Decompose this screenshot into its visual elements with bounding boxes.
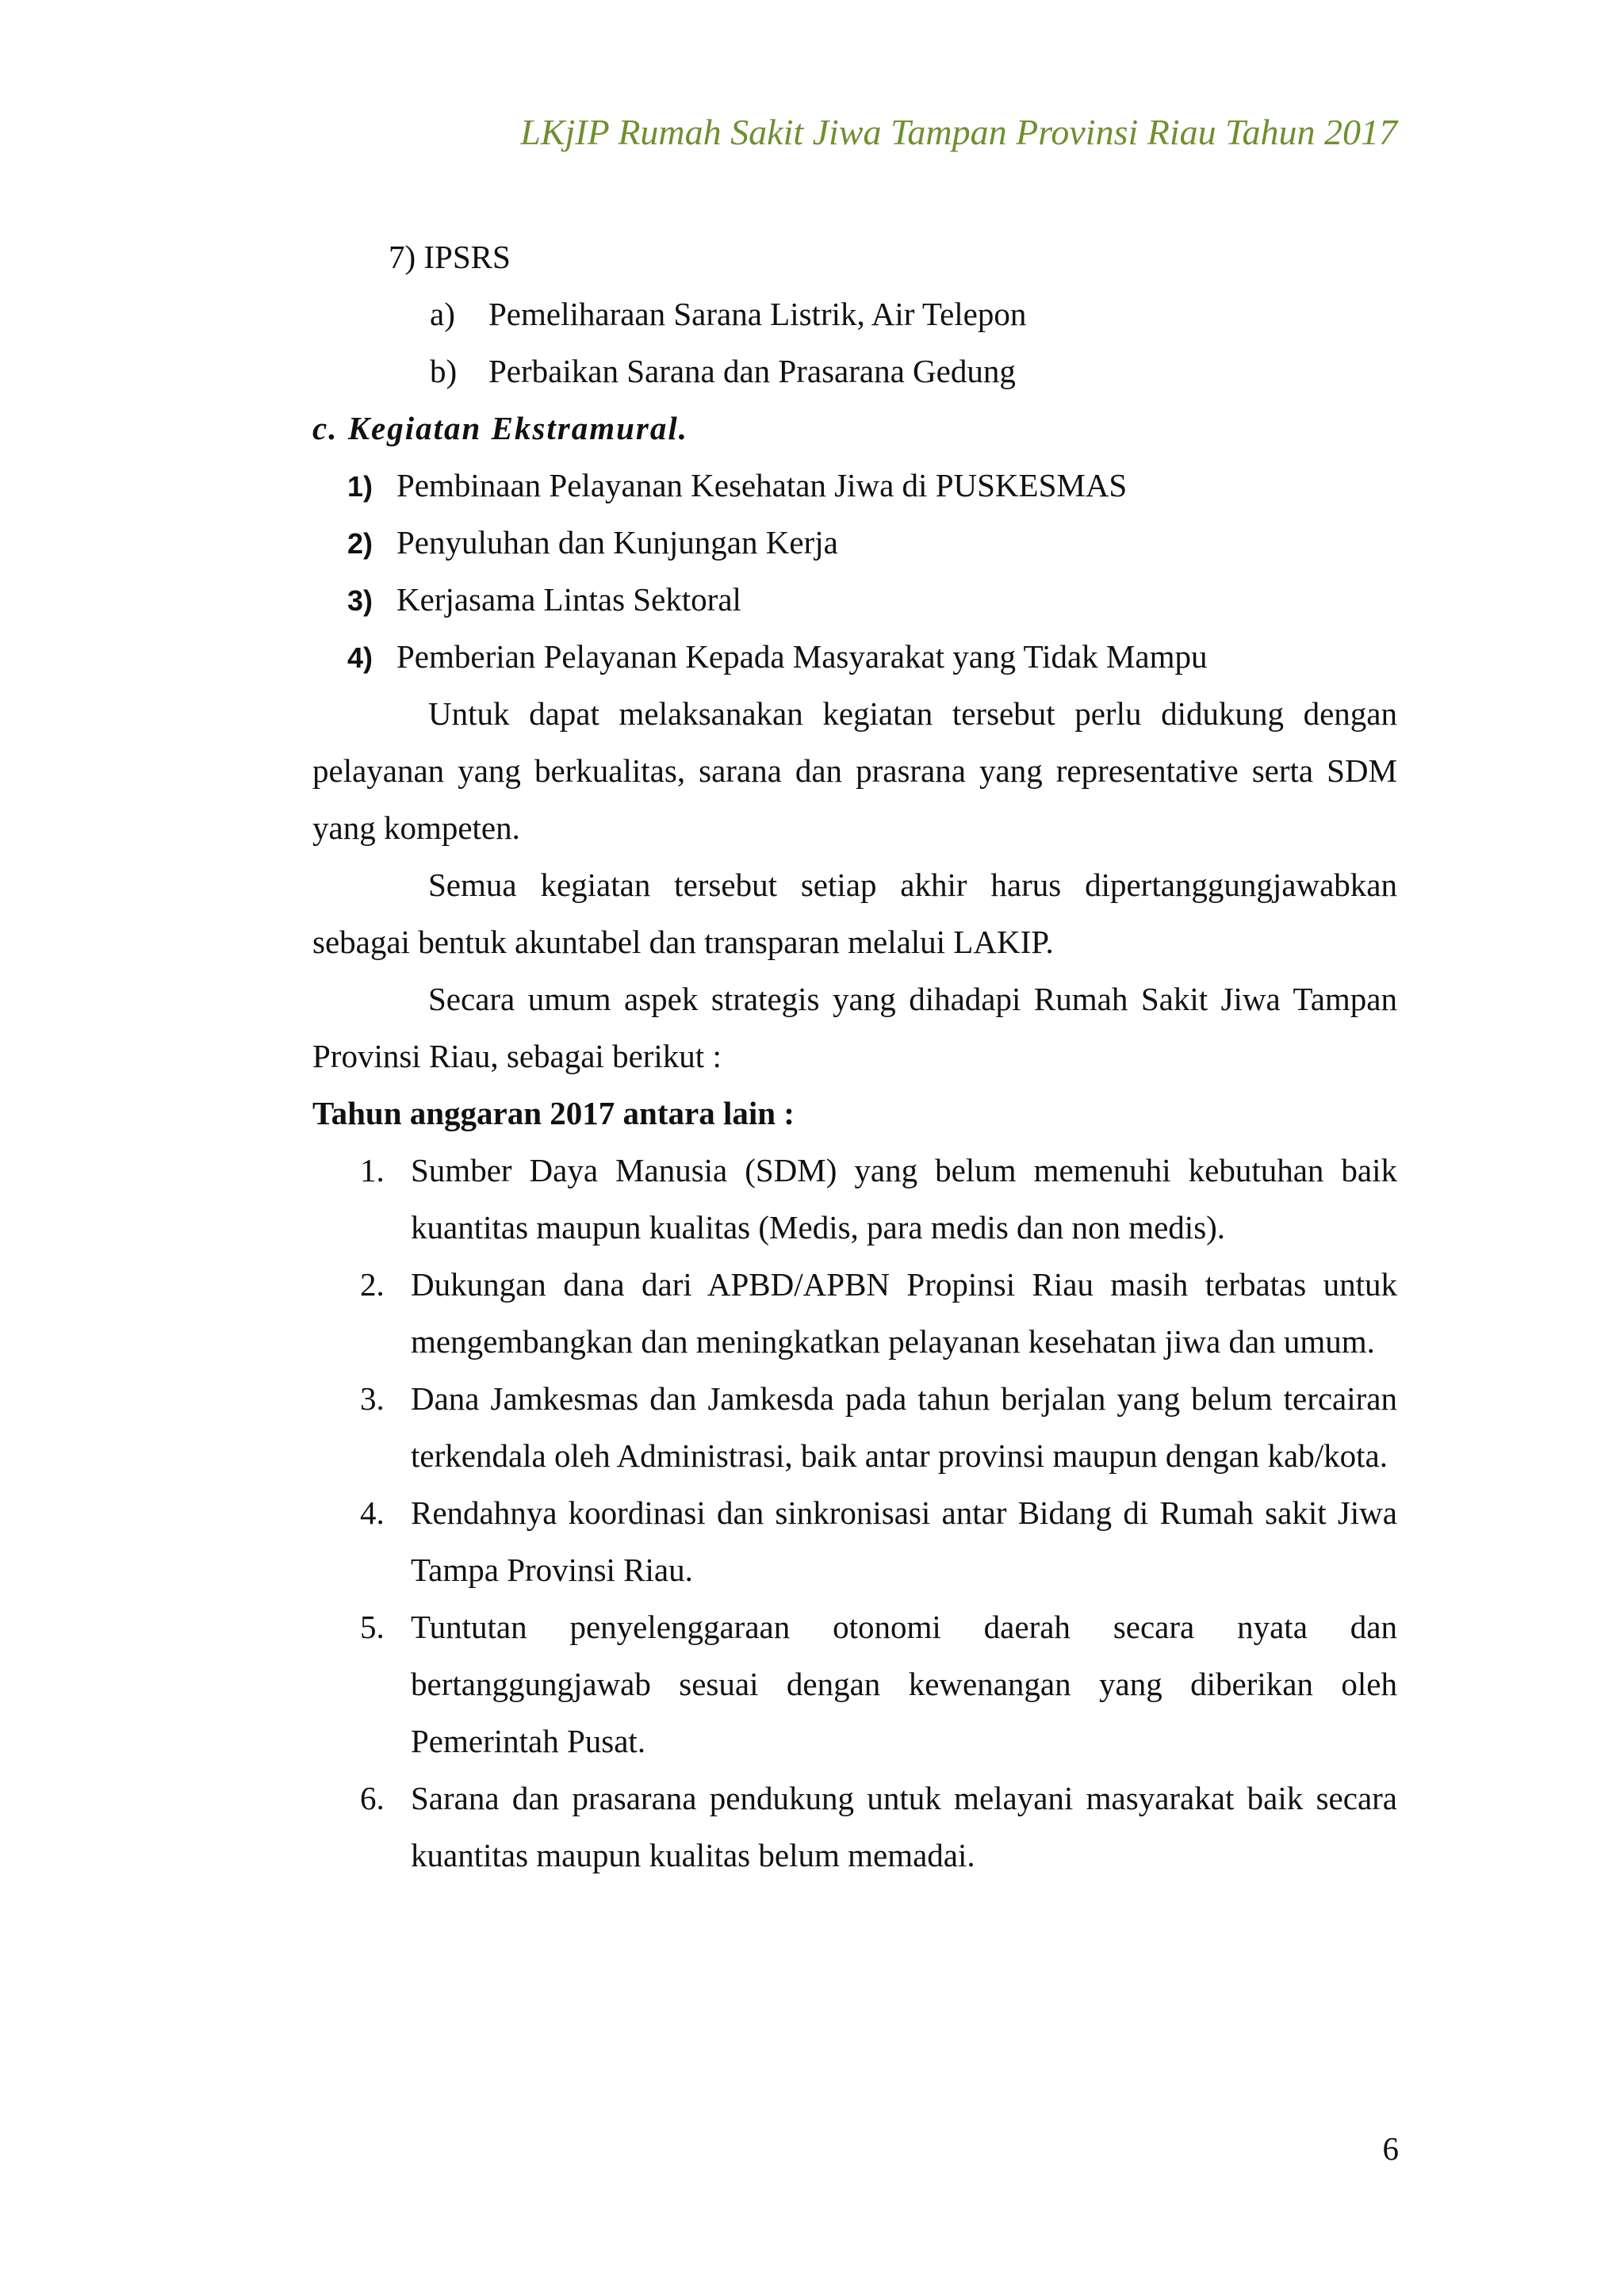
list-item [312,1370,1397,1484]
list-item [312,1484,1397,1598]
ekstramural-item [312,571,1397,628]
list-item [312,1598,1397,1770]
ekstramural-item-label: 1) [347,470,373,503]
ekstramural-item [312,628,1397,685]
list-item-text: Dukungan dana dari APBD/APBN Propinsi Riau masih terbatas untuk mengembangkan dan meningkatkan pelayanan kesehatan jiwa dan umum. [411,1266,1397,1360]
paragraph: Semua kegiatan tersebut setiap akhir harus dipertanggungjawabkan sebagai bentuk akuntabel dan transparan melalui LAKIP. [312,867,1397,960]
list-item-text: Dana Jamkesmas dan Jamkesda pada tahun berjalan yang belum tercairan terkendala oleh Administrasi, baik antar provinsi maupun dengan kab/kota. [411,1380,1397,1474]
paragraph: Secara umum aspek strategis yang dihadapi Rumah Sakit Jiwa Tampan Provinsi Riau, sebagai berikut : [312,981,1397,1074]
ekstramural-item [312,457,1397,514]
ekstramural-item-label: 3) [347,584,373,617]
list-item-text: Sumber Daya Manusia (SDM) yang belum memenuhi kebutuhan baik kuantitas maupun kualitas (Medis, para medis dan non medis). [411,1152,1397,1246]
ipsrs-item-label: a) [430,296,455,332]
paragraph: Untuk dapat melaksanakan kegiatan tersebut perlu didukung dengan pelayanan yang berkualitas, sarana dan prasrana yang representative serta SDM yang kompeten. [312,695,1397,846]
ekstramural-item-text: Pemberian Pelayanan Kepada Masyarakat yang Tidak Mampu [396,638,1208,675]
ipsrs-item-text: Pemeliharaan Sarana Listrik, Air Telepon [488,296,1027,332]
tahun-anggaran-heading: Tahun anggaran 2017 antara lain : [312,1095,795,1131]
list-item [312,1770,1397,1884]
list-item-text: Sarana dan prasarana pendukung untuk melayani masyarakat baik secara kuantitas maupun kualitas belum memadai. [411,1780,1397,1873]
ipsrs-item-label: b) [430,353,458,389]
section-c-heading: c. Kegiatan Ekstramural. [312,410,689,446]
ekstramural-item-label: 2) [347,527,373,560]
page-body [312,228,1397,1884]
list-item-text: Tuntutan penyelenggaraan otonomi daerah secara nyata dan bertanggungjawab sesuai dengan kewenangan yang diberikan oleh Pemerintah Pusat. [411,1609,1397,1759]
list-item-number: 6. [360,1780,385,1816]
ipsrs-item [312,342,1397,400]
ekstramural-item-text: Penyuluhan dan Kunjungan Kerja [396,524,838,561]
list-item [312,1256,1397,1370]
list-item-number: 3. [360,1380,385,1417]
ekstramural-item-label: 4) [347,641,373,674]
strategic-aspects-list [312,1142,1397,1884]
page-number: 6 [1382,2130,1399,2167]
running-header: LKjIP Rumah Sakit Jiwa Tampan Provinsi Riau Tahun 2017 [520,112,1397,152]
list-item-text: Rendahnya koordinasi dan sinkronisasi antar Bidang di Rumah sakit Jiwa Tampa Provinsi Riau. [411,1494,1397,1588]
list-item [312,1142,1397,1256]
ekstramural-item [312,514,1397,571]
list-item-number: 4. [360,1494,385,1531]
ipsrs-item-text: Perbaikan Sarana dan Prasarana Gedung [488,353,1016,389]
list-item-number: 2. [360,1266,385,1303]
list-item-number: 1. [360,1152,385,1188]
ipsrs-heading: 7) IPSRS [389,239,511,275]
list-item-number: 5. [360,1609,385,1645]
ekstramural-item-text: Kerjasama Lintas Sektoral [396,581,741,618]
ekstramural-item-text: Pembinaan Pelayanan Kesehatan Jiwa di PUSKESMAS [396,467,1128,503]
ipsrs-item [312,285,1397,342]
